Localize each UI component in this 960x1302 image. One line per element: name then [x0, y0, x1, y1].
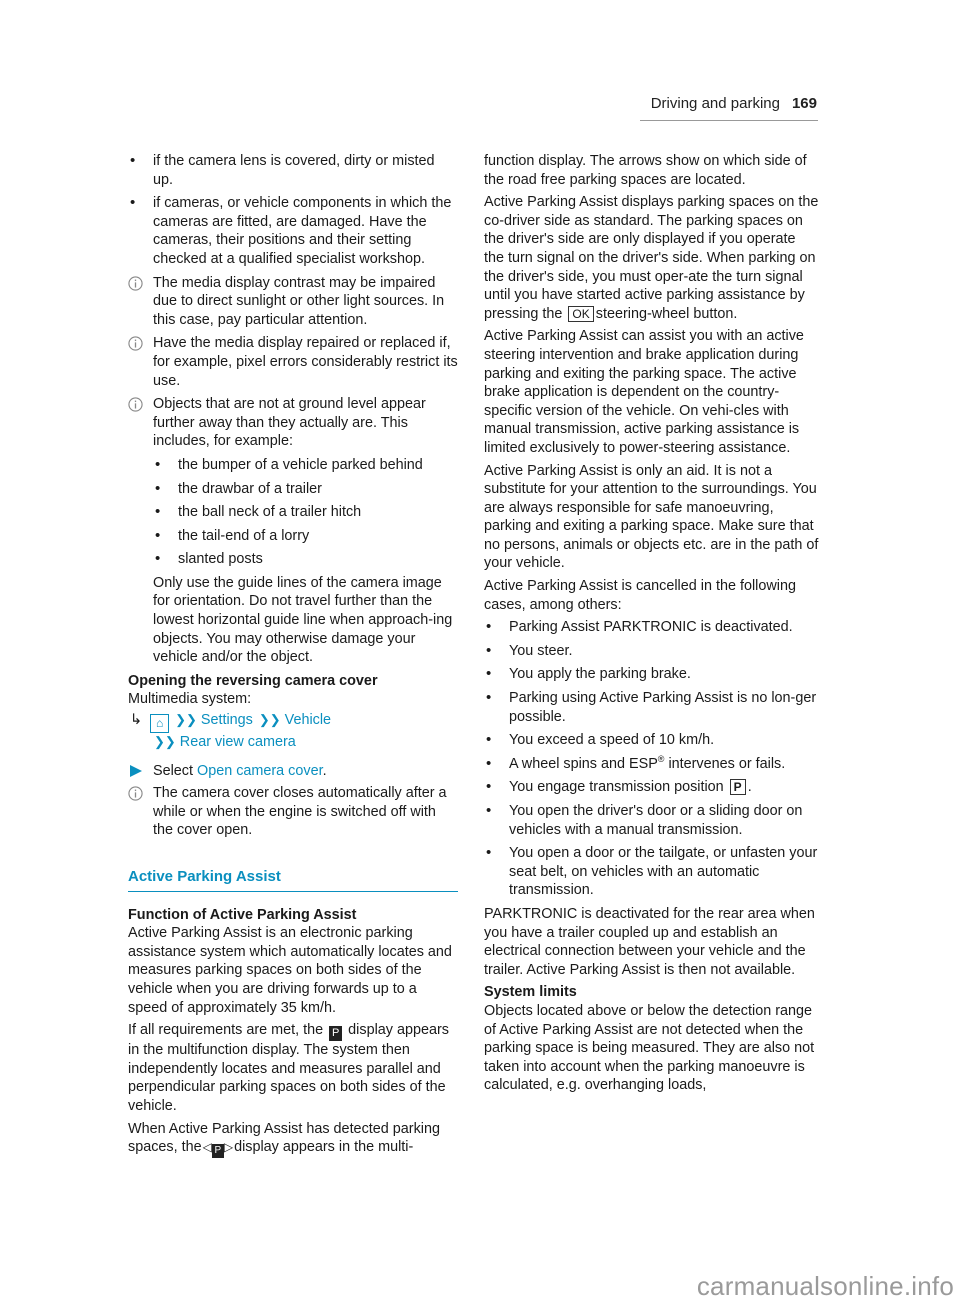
- detect-text-a: When Active Parking Assist has detected parking spaces, the: [128, 1120, 440, 1156]
- page-header: [651, 95, 817, 114]
- req-text-b: display appears in the multifunction display. The system then independently locates and measures parallel and perpendicular parking spaces on both sides of the vehicle.: [128, 1022, 449, 1114]
- note-text: The media display contrast may be impaired due to direct sunlight or other light sources. In this case, pay particular attention.: [153, 274, 445, 328]
- home-icon: ⌂: [150, 714, 169, 733]
- double-chevron-icon: ❯❯: [175, 712, 197, 728]
- double-chevron-icon: ❯❯: [154, 734, 176, 750]
- note: [128, 334, 458, 390]
- right-column: [484, 152, 819, 1099]
- info-icon: [128, 336, 143, 351]
- info-icon: [128, 397, 143, 412]
- parking-arrows-icon: ◁ P ▷: [202, 1140, 234, 1157]
- list-item: • the tail-end of a lorry: [128, 527, 458, 546]
- paragraph: Active Parking Assist is cancelled in the following cases, among others:: [484, 578, 796, 613]
- list-item: • You open the driver's door or a sliding door on vehicles with a manual transmission.: [484, 802, 819, 839]
- note-text: Have the media display repaired or replaced if, for example, pixel errors considerably restrict its use.: [153, 335, 458, 389]
- system-limits-heading: System limits: [484, 984, 577, 1001]
- list-item: • You open a door or the tailgate, or unfasten your seat belt, on vehicles with an automatic transmission.: [484, 844, 819, 900]
- list-item: [484, 755, 819, 774]
- list-item: • You steer.: [484, 642, 819, 661]
- req-text-a: If all requirements are met, the: [128, 1022, 324, 1039]
- note-text: Objects that are not at ground level appear further away than they actually are. This includes, for example:: [153, 396, 426, 450]
- info-icon: [128, 786, 143, 801]
- p2-text-b: steering-wheel button.: [595, 305, 738, 322]
- parking-symbol-icon: P: [329, 1026, 342, 1041]
- registered-mark: ®: [657, 754, 665, 765]
- action-step: [128, 762, 458, 781]
- paragraph: Active Parking Assist can assist you with an active steering intervention and brake application during parking and exiting the parking space. The active brake application is dependent on the country-specific version of the vehicle. On vehi-cles with manual transmission, active parking assistance is limited exclusively to power-steering assistance.: [484, 328, 804, 456]
- action-prefix: Select: [153, 762, 193, 779]
- list-item: • You apply the parking brake.: [484, 665, 819, 684]
- page-number: 169: [791, 95, 817, 112]
- list-item: • Parking using Active Parking Assist is no lon-ger possible.: [484, 689, 819, 726]
- list-item: [484, 778, 819, 797]
- function-text: Active Parking Assist is an electronic parking assistance system which automatically locates and measures parking spaces on both sides of the vehicle when you are driving forwards up to a speed of approximately 35 km/h.: [128, 925, 452, 1016]
- left-column: [128, 152, 458, 1162]
- note-text: The camera cover closes automatically after a while or when the engine is switched off with the cover open.: [153, 785, 447, 839]
- esp-text-a: A wheel spins and ESP: [509, 755, 658, 772]
- paragraph: PARKTRONIC is deactivated for the rear area when you have a trailer coupled up and establish an electrical connection between your vehicle and the trailer. Active Parking Assist is then not available.: [484, 905, 815, 978]
- detect-text-b: display appears in the multi-: [234, 1139, 414, 1156]
- section-title: Active Parking Assist: [128, 868, 458, 892]
- note: [128, 395, 458, 451]
- open-camera-cover-link[interactable]: Open camera cover: [197, 762, 323, 779]
- paragraph: Objects located above or below the detection range of Active Parking Assist are not detected when the parking space is being measured. They are also not taken into account when the parking manoeuvre is calculated, e.g. overhanging loads,: [484, 1002, 815, 1094]
- path-vehicle[interactable]: Vehicle: [284, 712, 332, 729]
- detect-text: [128, 1120, 458, 1159]
- arrow-icon: ↳: [130, 712, 143, 729]
- menu-path: [128, 711, 458, 752]
- double-chevron-icon: ❯❯: [258, 712, 281, 728]
- guide-text: Only use the guide lines of the camera image for orientation. Do not travel further than the lowest horizontal guide line when approach-ing objects. You may otherwise damage your vehicle and/or the object.: [153, 574, 453, 666]
- list-item: • the ball neck of a trailer hitch: [128, 503, 458, 522]
- path-settings[interactable]: Settings: [200, 712, 253, 729]
- list-item: • the bumper of a vehicle parked behind: [128, 456, 458, 475]
- trans-text-a: You engage transmission position: [509, 779, 724, 796]
- esp-text-b: intervenes or fails.: [668, 755, 786, 772]
- paragraph: function display. The arrows show on which side of the road free parking spaces are located.: [484, 153, 807, 188]
- path-rear-view-camera[interactable]: Rear view camera: [179, 734, 296, 751]
- multimedia-label: Multimedia system:: [128, 691, 252, 708]
- action-suffix: .: [322, 762, 327, 779]
- p2-text-a: Active Parking Assist displays parking spaces on the co-driver side as standard. The parking spaces on the driver's side are only displayed if you operate the turn signal on the driver's side. When parking on the driver's side, you must oper-ate the turn signal until you have started active parking assistance by pressing the: [484, 194, 819, 322]
- trans-text-b: .: [747, 779, 752, 796]
- header-title: Driving and parking: [650, 95, 780, 112]
- list-item: • slanted posts: [128, 550, 458, 569]
- transmission-p-icon: P: [730, 779, 746, 795]
- ok-key-icon: OK: [568, 306, 593, 322]
- list-item: • the drawbar of a trailer: [128, 480, 458, 499]
- requirements-text: [128, 1021, 458, 1115]
- watermark: carmanualsonline.info: [696, 1271, 954, 1302]
- cover-heading: Opening the reversing camera cover: [128, 672, 378, 689]
- paragraph: Active Parking Assist is only an aid. It is not a substitute for your attention to the surroundings. You are always responsible for safe manoeuvring, parking and exiting a parking space. Make sure that no persons, animals or objects etc. are in the path of your vehicle.: [484, 462, 819, 572]
- action-triangle-icon: [130, 765, 142, 777]
- note: [128, 784, 458, 840]
- list-item: • You exceed a speed of 10 km/h.: [484, 731, 819, 750]
- note: [128, 274, 458, 330]
- list-item: • if cameras, or vehicle components in which the cameras are fitted, are damaged. Have the cameras, their positions and their setting checked at a qualified specialist workshop.: [128, 194, 458, 268]
- list-item: • Parking Assist PARKTRONIC is deactivated.: [484, 618, 819, 637]
- info-icon: [128, 276, 143, 291]
- paragraph: [484, 193, 819, 323]
- list-item: • if the camera lens is covered, dirty or misted up.: [128, 152, 458, 189]
- header-rule: [640, 120, 818, 121]
- function-heading: Function of Active Parking Assist: [128, 906, 357, 923]
